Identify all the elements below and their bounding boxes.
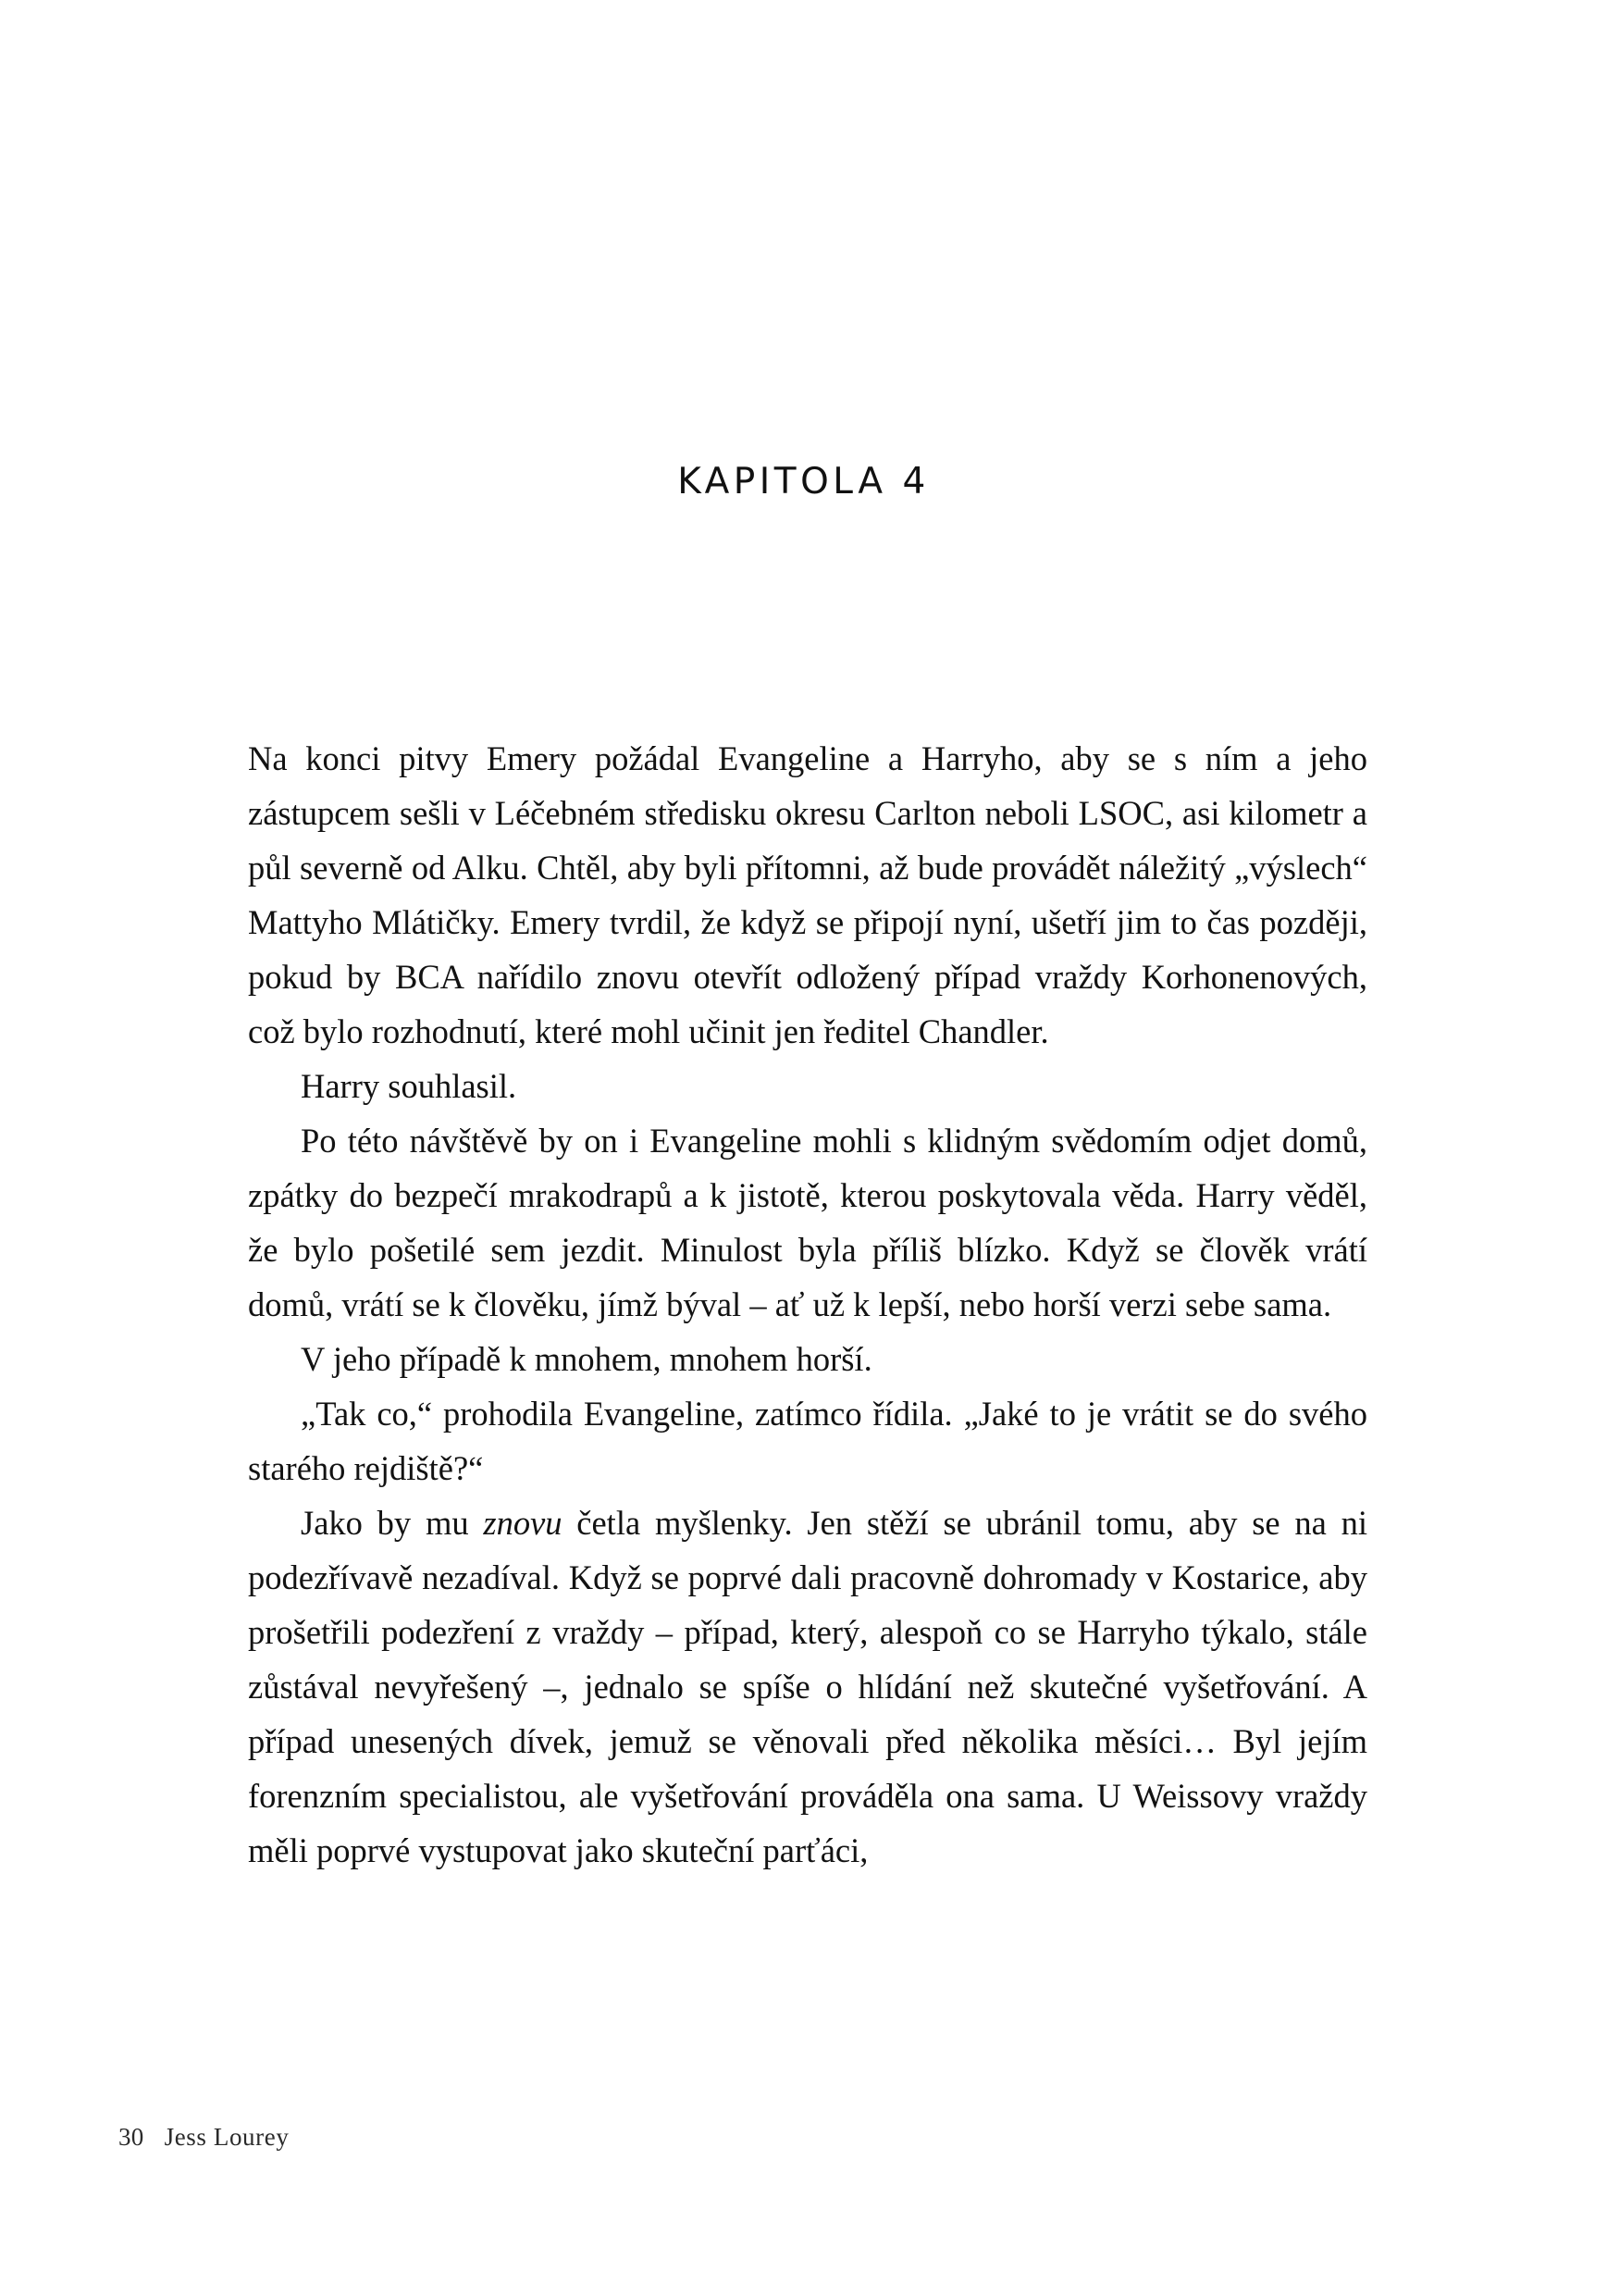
paragraph: Harry souhlasil.	[301, 1067, 517, 1105]
emphasized-word: znovu	[483, 1504, 562, 1542]
paragraph-with-emphasis	[248, 1496, 1367, 1878]
paragraph-text-before-emphasis: Jako by mu	[301, 1504, 484, 1542]
page-footer	[118, 2123, 289, 2152]
page-number: 30	[118, 2123, 144, 2151]
paragraph-text-after-emphasis: četla myšlenky. Jen stěží se ubránil tomu, aby se na ni podezřívavě nezadíval. Když se poprvé dali pracovně dohromady v Kostarice, aby prošetřili podezření z vraždy – případ, který, alespoň co se Harryho týkalo, stále zůstával nevyřešený –, jednalo se spíše o hlídání než skutečné vyšetřování. A případ unesených dívek, jemuž se věnovali před několika měsíci… Byl jejím forenzním specialistou, ale vyšetřování prováděla ona sama. U Weissovy vraždy měli poprvé vystupovat jako skuteční parťáci,	[248, 1504, 1367, 1869]
paragraph: „Tak co,“ prohodila Evangeline, zatímco řídila. „Jaké to je vrátit se do svého starého rejdiště?“	[248, 1395, 1367, 1487]
paragraph: Po této návštěvě by on i Evangeline mohli s klidným svědomím odjet domů, zpátky do bezpečí mrakodrapů a k jistotě, kterou poskytovala věda. Harry věděl, že bylo pošetilé sem jezdit. Minulost byla příliš blízko. Když se člověk vrátí domů, vrátí se k člověku, jímž býval – ať už k lepší, nebo horší verzi sebe sama.	[248, 1122, 1367, 1323]
paragraph: V jeho případě k mnohem, mnohem horší.	[301, 1340, 872, 1378]
footer-author-name: Jess Lourey	[164, 2123, 290, 2151]
paragraph: Na konci pitvy Emery požádal Evangeline a Harryho, aby se s ním a jeho zástupcem sešli v Léčebném středisku okresu Carlton neboli LSOC, asi kilometr a půl severně od Alku. Chtěl, aby byli přítomni, až bude provádět náležitý „výslech“ Mattyho Mlátičky. Emery tvrdil, že když se připojí nyní, ušetří jim to čas později, pokud by BCA nařídilo znovu otevřít odložený případ vraždy Korhonenových, což bylo rozhodnutí, které mohl učinit jen ředitel Chandler.	[248, 739, 1367, 1050]
chapter-title: KAPITOLA 4	[677, 461, 930, 503]
body-text	[248, 731, 1367, 1878]
